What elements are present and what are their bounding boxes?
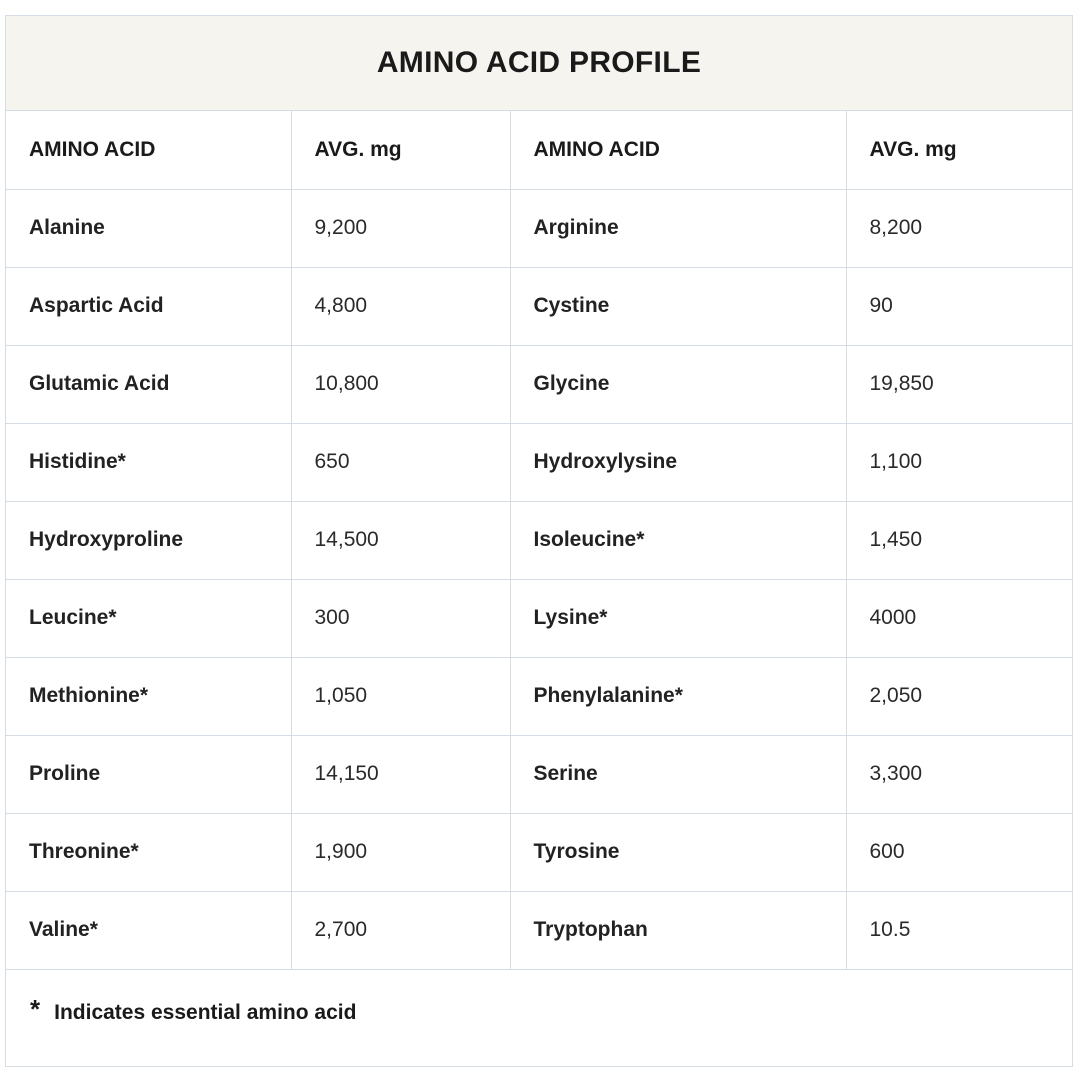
amino-acid-card [5,15,1073,1067]
table-row [6,579,1072,657]
amino-acid-name: Cystine [510,267,846,345]
table-row [6,813,1072,891]
amino-acid-name: Lysine* [510,579,846,657]
amino-acid-name: Tyrosine [510,813,846,891]
table-row [6,891,1072,969]
amino-acid-name: Valine* [6,891,291,969]
amino-acid-name: Hydroxylysine [510,423,846,501]
amino-acid-value: 4000 [846,579,1072,657]
amino-acid-value: 1,050 [291,657,510,735]
asterisk-symbol: * [30,993,41,1024]
amino-acid-name: Leucine* [6,579,291,657]
header-amino-acid-right: AMINO ACID [510,111,846,189]
amino-acid-value: 1,450 [846,501,1072,579]
amino-acid-value: 10.5 [846,891,1072,969]
table-row [6,423,1072,501]
table-row [6,345,1072,423]
header-avg-mg-right: AVG. mg [846,111,1072,189]
table-row [6,501,1072,579]
amino-acid-value: 1,100 [846,423,1072,501]
table-row [6,267,1072,345]
amino-acid-value: 2,700 [291,891,510,969]
amino-acid-value: 1,900 [291,813,510,891]
table-row [6,657,1072,735]
amino-acid-name: Proline [6,735,291,813]
amino-acid-name: Aspartic Acid [6,267,291,345]
amino-acid-name: Glycine [510,345,846,423]
amino-acid-value: 14,150 [291,735,510,813]
amino-acid-value: 300 [291,579,510,657]
amino-acid-name: Glutamic Acid [6,345,291,423]
amino-acid-value: 8,200 [846,189,1072,267]
amino-acid-value: 600 [846,813,1072,891]
table-title: AMINO ACID PROFILE [6,16,1072,111]
amino-acid-name: Tryptophan [510,891,846,969]
footnote-text: Indicates essential amino acid [54,1001,357,1024]
amino-acid-name: Isoleucine* [510,501,846,579]
header-avg-mg-left: AVG. mg [291,111,510,189]
amino-acid-name: Alanine [6,189,291,267]
header-row [6,111,1072,189]
amino-acid-name: Serine [510,735,846,813]
amino-acid-value: 10,800 [291,345,510,423]
table-row [6,735,1072,813]
amino-acid-value: 650 [291,423,510,501]
footnote [6,970,1072,1057]
table-row [6,189,1072,267]
amino-acid-value: 90 [846,267,1072,345]
amino-acid-value: 14,500 [291,501,510,579]
amino-acid-name: Arginine [510,189,846,267]
amino-acid-value: 2,050 [846,657,1072,735]
amino-acid-table [6,111,1072,970]
header-amino-acid-left: AMINO ACID [6,111,291,189]
amino-acid-value: 9,200 [291,189,510,267]
amino-acid-value: 19,850 [846,345,1072,423]
amino-acid-value: 3,300 [846,735,1072,813]
amino-acid-name: Phenylalanine* [510,657,846,735]
amino-acid-name: Histidine* [6,423,291,501]
amino-acid-name: Hydroxyproline [6,501,291,579]
amino-acid-name: Methionine* [6,657,291,735]
amino-acid-value: 4,800 [291,267,510,345]
amino-acid-name: Threonine* [6,813,291,891]
